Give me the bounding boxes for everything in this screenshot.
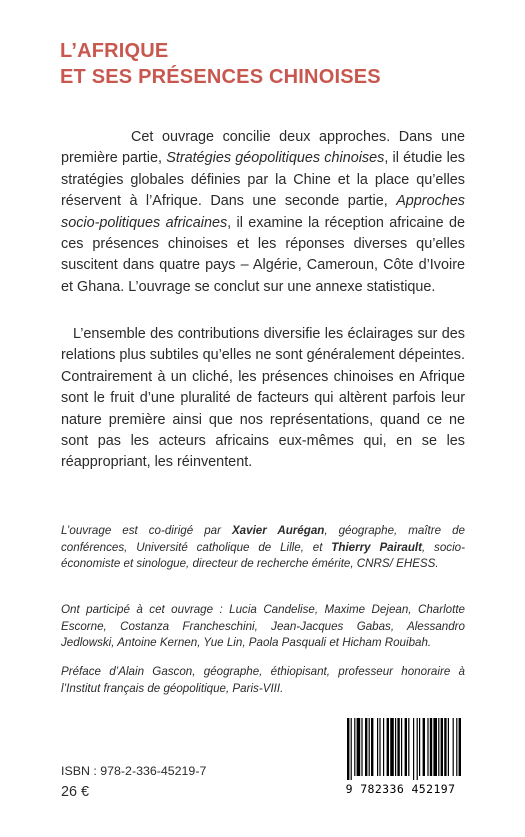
- credits-text-a: L’ouvrage est co-dirigé par: [61, 524, 232, 537]
- credits-text-c: , socio-économiste et sinologue, directeur de recherche émérite, CNRS/ EHESS.: [61, 540, 465, 571]
- barcode-bar: [456, 718, 457, 776]
- barcode-number: 9 782336 452197: [345, 782, 456, 796]
- barcode-bar: [459, 718, 461, 776]
- contributors-list: Ont participé à cet ouvrage : Lucia Candelise, Maxime Dejean, Charlotte Escorne, Costanza Francheschini, Jean-Jacques Gabas, Alessandro Jedlowski, Antoine Kernen, Yue Lin, Paola Pasquali et Hicham Rouibah.: [61, 603, 465, 650]
- barcode-bar: [441, 718, 443, 776]
- barcode-bar: [369, 718, 370, 776]
- summary-paragraph-1: [61, 127, 465, 298]
- p1-text-a: Cet ouvrage concilie deux approches. Dans une première partie,: [61, 129, 465, 167]
- barcode-bar: [417, 718, 418, 780]
- barcode-bar: [430, 718, 432, 776]
- barcode-bar: [387, 718, 389, 776]
- barcode-bar: [405, 718, 407, 776]
- p1-text-e: , il examine la réception africaine de ces présences chinoises et les réponses diverses qu’elles suscitent dans quatre pays – Algérie, Cameroun, Côte d’Ivoire et Ghana. L’ouvrage se conclut sur une annexe statistique.: [61, 214, 465, 295]
- barcode-bar: [354, 718, 355, 776]
- barcode-bar: [395, 718, 396, 776]
- barcode-bar: [357, 718, 361, 776]
- preface-credit: Préface d’Alain Gascon, géographe, éthiopisant, professeur honoraire à l’Institut français de géopolitique, Paris-VIII.: [61, 665, 465, 695]
- barcode-bar: [347, 718, 349, 780]
- editor-name-2: Thierry Pairault: [331, 540, 422, 554]
- p1-part-two-title: Approches socio-politiques africaines: [61, 193, 465, 231]
- p2-text: L’ensemble des contributions diversifie les éclairages sur des relations plus subtiles qu’elles ne sont généralement dépeintes. Contrairement à un cliché, les présences chinoises en Afrique sont le fruit d’une pluralité de facteurs qui altèrent parfois leur nature première ainsi que nos représentations, quand ce ne sont pas les acteurs africains eux-mêmes qui, en se les réappropriant, les réinventent.: [61, 326, 465, 471]
- barcode-bar: [448, 718, 449, 776]
- barcode-bar: [351, 718, 352, 780]
- barcode-bars: [333, 714, 468, 782]
- barcode-bar: [361, 718, 362, 776]
- barcode-bar: [397, 718, 399, 776]
- barcode-bar: [379, 718, 380, 776]
- editor-name-1: Xavier Aurégan: [231, 524, 325, 537]
- summary-paragraph-2: [61, 324, 465, 474]
- barcode-bar: [401, 718, 402, 776]
- barcode-bar: [444, 718, 446, 776]
- book-title: [60, 38, 381, 90]
- book-title-line-1: L’AFRIQUE: [60, 40, 169, 62]
- price-label: 26 €: [61, 784, 90, 800]
- p1-part-one-title: Stratégies géopolitiques chinoises: [166, 150, 385, 167]
- barcode-bar: [423, 718, 425, 776]
- barcode-bar: [365, 718, 367, 776]
- credits-text-b: , géographe, maître de conférences, Université catholique de Lille, et: [61, 524, 465, 554]
- book-title-line-2: ET SES PRÉSENCES CHINOISES: [60, 66, 381, 88]
- barcode-bar: [383, 718, 384, 776]
- barcode-bar: [413, 718, 414, 780]
- barcode-bar: [408, 718, 409, 776]
- barcode-bar: [427, 718, 428, 776]
- barcode-bar: [390, 718, 394, 776]
- editors-credits: [61, 523, 465, 573]
- barcode-bar: [377, 718, 378, 776]
- barcode-bar: [453, 718, 454, 776]
- p1-text-c: , il étudie les stratégies globales définies par la Chine et la place qu’elles réservent à l’Afrique. Dans une seconde partie,: [61, 150, 465, 210]
- barcode-bar: [433, 718, 437, 776]
- isbn-label: ISBN : 978-2-336-45219-7: [61, 764, 207, 778]
- barcode-bar: [419, 718, 420, 776]
- barcode-bar: [371, 718, 373, 776]
- barcode-bar: [438, 718, 439, 776]
